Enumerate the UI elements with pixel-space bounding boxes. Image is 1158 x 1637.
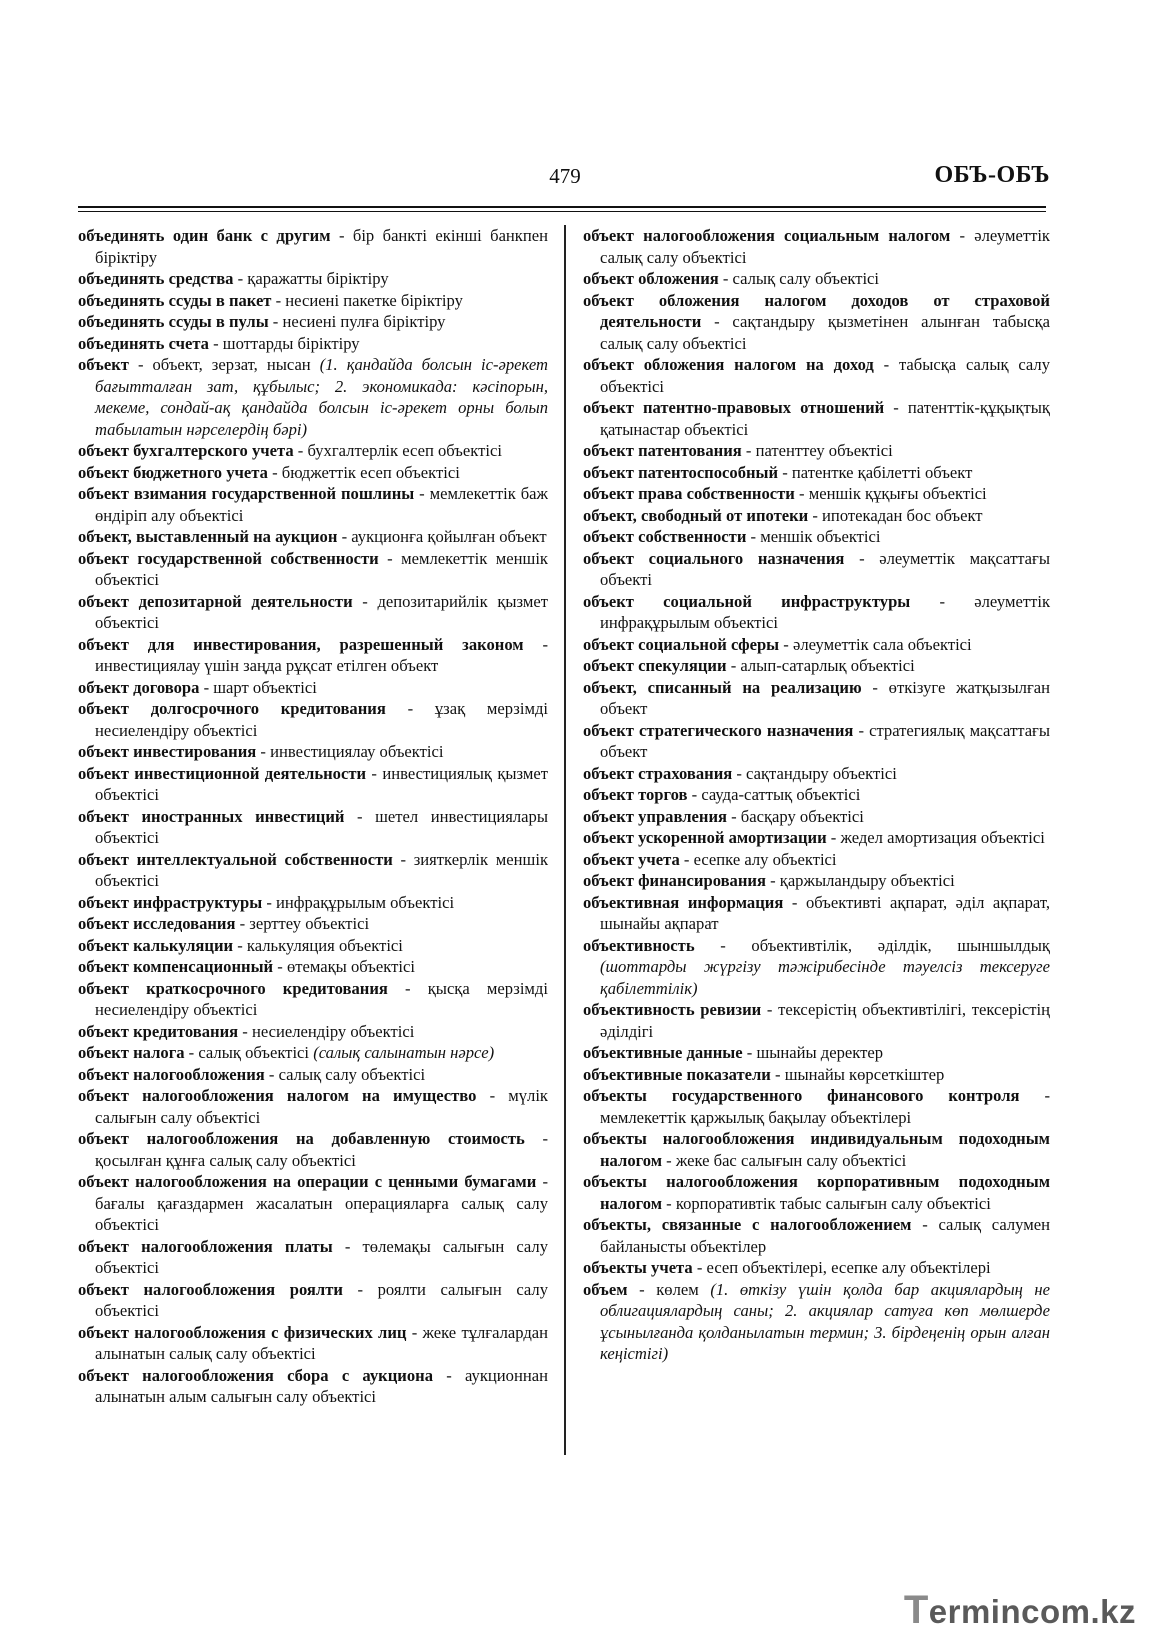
dictionary-entry <box>78 1021 548 1043</box>
entry-term: объект для инвестирования, разрешенный законом <box>78 634 524 654</box>
dictionary-entry <box>583 634 1050 656</box>
entry-term: объект договора <box>78 677 200 697</box>
entry-term: объект бухгалтерского учета <box>78 441 294 460</box>
entry-definition: - бюджеттік есеп объектісі <box>267 462 460 482</box>
site-watermark <box>904 1588 1136 1633</box>
entry-definition: - шоттарды біріктіру <box>208 333 360 353</box>
entry-definition: - корпоративтік табыс салығын салу объектісі <box>662 1193 991 1213</box>
entry-definition: - есеп объектілері, есепке алу объектілері <box>692 1258 991 1277</box>
dictionary-entry <box>78 483 548 526</box>
dictionary-entry <box>78 225 548 268</box>
entry-definition: - қаражатты біріктіру <box>233 269 389 288</box>
dictionary-entry <box>78 935 548 957</box>
dictionary-entry <box>78 1322 548 1365</box>
entry-definition: - меншік объектісі <box>746 527 881 546</box>
dictionary-entry <box>78 677 548 699</box>
dictionary-entry <box>583 1214 1050 1257</box>
dictionary-entry <box>78 1171 548 1236</box>
entry-term: объекты налогообложения индивидуальным подоходным налогом <box>583 1129 1050 1170</box>
entry-term: объект, выставленный на аукцион <box>78 527 338 546</box>
entry-definition: - бір банкті екінші банкпен біріктіру <box>95 226 548 267</box>
entry-definition: - сауда-саттық объектісі <box>687 785 861 804</box>
entry-definition: - аукционға қойылған объект <box>337 527 547 546</box>
entry-note: (1. өткізу үшін қолда бар акциялардың не облигациялардың саны; 2. акциялар сатуға көп мөлшерде ұсынылғанда қолданылатын термин; 3. бірдеңенің орын алған кеңістігі) <box>600 1279 1051 1363</box>
entry-definition: - ипотекадан бос объект <box>808 505 983 525</box>
left-column <box>78 225 548 1408</box>
dictionary-entry <box>78 892 548 914</box>
dictionary-entry <box>78 978 548 1021</box>
entry-definition: - жеке бас салығын салу объектісі <box>662 1150 907 1170</box>
entry-definition: - салық объектісі <box>184 1043 314 1062</box>
entry-term: объект права собственности <box>583 484 795 503</box>
entry-definition: - депозитарийлік қызмет объектісі <box>95 591 548 632</box>
entry-term: объект налогообложения на операции с ценными бумагами <box>78 1172 537 1191</box>
entry-term: объект налогообложения налогом на имущество <box>78 1086 477 1105</box>
entry-definition: - зияткерлік меншік объектісі <box>95 849 549 890</box>
entry-term: объект инвестирования <box>78 742 257 761</box>
entry-term: объект долгосрочного кредитования <box>78 699 386 718</box>
dictionary-entry <box>583 784 1050 806</box>
entry-definition: - бухгалтерлік есеп объектісі <box>293 441 502 460</box>
entry-term: объект государственной собственности <box>78 548 379 568</box>
entry-term: объект торгов <box>583 785 688 804</box>
dictionary-entry <box>78 548 548 591</box>
entry-definition: - несиені пулға біріктіру <box>268 312 446 331</box>
dictionary-entry <box>78 591 548 634</box>
entry-definition: - әлеуметтік инфрақұрылым объектісі <box>600 591 1051 632</box>
entry-definition: - салық салу объектісі <box>718 269 880 288</box>
dictionary-entry <box>78 1128 548 1171</box>
entry-term: объект патентования <box>583 441 742 460</box>
dictionary-entry <box>583 548 1050 591</box>
dictionary-entry <box>78 1042 548 1064</box>
dictionary-entry <box>78 1365 548 1408</box>
entry-term: объект налогообложения платы <box>78 1236 333 1256</box>
entry-term: объем <box>583 1279 628 1299</box>
dictionary-entry <box>78 763 548 806</box>
entry-definition: - өтемақы объектісі <box>273 957 415 976</box>
entry-term: объект краткосрочного кредитования <box>78 978 388 998</box>
dictionary-entry <box>78 741 548 763</box>
dictionary-entry <box>583 505 1050 527</box>
dictionary-entry <box>78 1279 548 1322</box>
entry-definition: - несиені пакетке біріктіру <box>271 290 463 310</box>
dictionary-entry <box>583 806 1050 828</box>
entry-term: объект налогообложения роялти <box>78 1279 343 1299</box>
dictionary-entry <box>583 849 1050 871</box>
entry-definition: - шынайы деректер <box>742 1043 884 1062</box>
entry-definition: - инвестициялау үшін заңда рұқсат етілген объект <box>95 634 548 675</box>
entry-definition: - төлемақы салығын салу объектісі <box>95 1236 548 1277</box>
entry-term: объект бюджетного учета <box>78 462 268 482</box>
entry-term: объект инфраструктуры <box>78 892 263 912</box>
header-rule <box>78 206 1046 208</box>
entry-term: объект <box>78 355 129 374</box>
entry-definition: - инфрақұрылым объектісі <box>262 892 455 912</box>
dictionary-entry <box>78 440 548 462</box>
running-head: ОБЪ-ОБЪ <box>934 162 1050 188</box>
dictionary-entry <box>78 268 548 290</box>
dictionary-entry <box>78 311 548 333</box>
entry-term: объект стратегического назначения <box>583 720 854 740</box>
entry-definition: - қысқа мерзімді несиелендіру объектісі <box>95 978 548 1019</box>
entry-term: объект налогообложения с физических лиц <box>78 1322 407 1342</box>
entry-definition: - инвестициялық қызмет объектісі <box>95 763 548 804</box>
dictionary-entry <box>78 1085 548 1128</box>
dictionary-entry <box>583 677 1050 720</box>
entry-definition: - алып-сатарлық объектісі <box>726 656 915 675</box>
entry-definition: - қаржыландыру объектісі <box>765 871 955 890</box>
entry-term: объект депозитарной деятельности <box>78 591 353 611</box>
entry-term: объект спекуляции <box>583 656 727 675</box>
entry-definition: - объективті ақпарат, әділ ақпарат, шынайы ақпарат <box>600 892 1050 933</box>
entry-term: объективная информация <box>583 892 784 912</box>
page-number: 479 <box>549 164 581 188</box>
entry-definition: - сақтандыру қызметінен алынған табысқа салық салу объектісі <box>600 312 1050 353</box>
dictionary-entry <box>583 1171 1050 1214</box>
entry-term: объект учета <box>583 849 680 869</box>
entry-definition: - жеке тұлғалардан алынатын салық салу объектісі <box>95 1322 549 1363</box>
entry-definition: - роялти салығын салу объектісі <box>95 1279 548 1320</box>
dictionary-entry <box>583 397 1050 440</box>
entry-term: объективные данные <box>583 1043 743 1062</box>
entry-term: объект налогообложения на добавленную стоимость <box>78 1129 525 1148</box>
dictionary-entry <box>78 526 548 548</box>
dictionary-entry <box>583 935 1050 1000</box>
entry-term: объект патентно-правовых отношений <box>583 398 885 417</box>
dictionary-entry <box>583 1257 1050 1279</box>
entry-definition: - ұзақ мерзімді несиелендіру объектісі <box>95 699 548 740</box>
dictionary-entry <box>78 806 548 849</box>
entry-definition: - бағалы қағаздармен жасалатын операцияларға салық салу объектісі <box>95 1172 548 1234</box>
entry-term: объект взимания государственной пошлины <box>78 484 415 503</box>
entry-term: объединять средства <box>78 269 234 288</box>
entry-definition: - басқару объектісі <box>726 806 864 826</box>
entry-definition: - стратегиялық мақсаттағы объект <box>600 720 1051 761</box>
entry-term: объекты, связанные с налогообложением <box>583 1215 912 1234</box>
entry-term: объект калькуляции <box>78 935 234 955</box>
entry-term: объект управления <box>583 806 727 826</box>
entry-definition: - сақтандыру объектісі <box>732 763 897 783</box>
entry-definition: - есепке алу объектісі <box>679 849 837 869</box>
entry-term: объекты учета <box>583 1258 693 1277</box>
entry-term: объект налогообложения <box>78 1064 265 1084</box>
entry-definition: - мемлекеттік меншік объектісі <box>95 548 548 589</box>
dictionary-entry <box>583 225 1050 268</box>
entry-term: объект компенсационный <box>78 957 274 976</box>
dictionary-entry <box>78 634 548 677</box>
entry-term: объективность ревизии <box>583 1000 762 1019</box>
dictionary-entry <box>583 892 1050 935</box>
entry-definition: - қосылған құнға салық салу объектісі <box>95 1129 548 1170</box>
dictionary-entry <box>583 1279 1050 1365</box>
entry-definition: - әлеуметтік салық салу объектісі <box>600 226 1050 267</box>
entry-definition: - шетел инвестициялары объектісі <box>95 806 548 847</box>
entry-term: объединять ссуды в пулы <box>78 312 269 331</box>
entry-definition: - табысқа салық салу объектісі <box>600 355 1050 396</box>
entry-term: объект социальной сферы <box>583 634 780 654</box>
dictionary-entry <box>583 720 1050 763</box>
entry-term: объекты государственного финансового контроля <box>583 1086 1020 1105</box>
entry-term: объект, свободный от ипотеки <box>583 505 809 525</box>
entry-note: (салық салынатын нәрсе) <box>313 1043 495 1062</box>
entry-term: объект интеллектуальной собственности <box>78 849 393 869</box>
entry-definition: - шынайы көрсеткіштер <box>770 1064 945 1084</box>
dictionary-entry <box>583 354 1050 397</box>
dictionary-entry <box>583 483 1050 505</box>
dictionary-entry <box>78 354 548 440</box>
watermark-text: ermincom.kz <box>928 1593 1136 1630</box>
entry-definition: - көлем <box>627 1279 711 1299</box>
entry-definition: - тексерістің объективтілігі, тексерістің әділдігі <box>600 1000 1050 1041</box>
dictionary-entry <box>583 655 1050 677</box>
entry-definition: - әлеуметтік сала объектісі <box>779 634 972 654</box>
entry-definition: - зерттеу объектісі <box>235 914 370 933</box>
entry-term: объект налогообложения сбора с аукциона <box>78 1365 434 1385</box>
dictionary-entry <box>583 526 1050 548</box>
entry-definition: - мемлекеттік қаржылық бақылау объектілері <box>600 1086 1050 1127</box>
entry-term: объекты налогообложения корпоративным подоходным налогом <box>583 1172 1050 1213</box>
entry-term: объект финансирования <box>583 871 766 890</box>
entry-term: объект ускоренной амортизации <box>583 828 827 847</box>
entry-term: объединять счета <box>78 333 209 353</box>
header-rule-thin <box>78 211 1046 212</box>
entry-term: объект собственности <box>583 527 747 546</box>
entry-term: объект иностранных инвестиций <box>78 806 345 826</box>
entry-term: объект инвестиционной деятельности <box>78 763 367 783</box>
dictionary-entry <box>583 1042 1050 1064</box>
dictionary-entry <box>78 462 548 484</box>
dictionary-entry <box>583 591 1050 634</box>
dictionary-entry <box>78 956 548 978</box>
entry-term: объединять ссуды в пакет <box>78 290 272 310</box>
entry-term: объект обложения налогом на доход <box>583 355 874 374</box>
entry-definition: - шарт объектісі <box>199 677 317 697</box>
entry-definition: - калькуляция объектісі <box>233 935 403 955</box>
entry-term: объект страхования <box>583 763 733 783</box>
entry-definition: - өткізуге жатқызылған объект <box>600 677 1050 718</box>
entry-definition: - салық салумен байланысты объектілер <box>600 1215 1050 1256</box>
entry-definition: - аукционнан алынатын алым салығын салу объектісі <box>95 1365 548 1406</box>
entry-term: объект социальной инфраструктуры <box>583 591 911 611</box>
dictionary-entry <box>583 999 1050 1042</box>
entry-term: объединять один банк с другим <box>78 226 331 245</box>
dictionary-entry <box>78 1236 548 1279</box>
entry-term: объект патентоспособный <box>583 462 779 482</box>
dictionary-entry <box>78 698 548 741</box>
entry-definition: - әлеуметтік мақсаттағы объекті <box>600 548 1050 589</box>
dictionary-entry <box>583 1064 1050 1086</box>
column-divider <box>564 225 566 1455</box>
entry-definition: - несиелендіру объектісі <box>238 1021 415 1041</box>
dictionary-entry <box>583 462 1050 484</box>
entry-definition: - патентке қабілетті объект <box>778 462 973 482</box>
entry-definition: - жедел амортизация объектісі <box>826 828 1045 847</box>
entry-term: объект исследования <box>78 914 236 933</box>
entry-definition: - меншік құқығы объектісі <box>794 484 987 503</box>
entry-definition: - салық салу объектісі <box>264 1064 426 1084</box>
dictionary-entry <box>583 440 1050 462</box>
dictionary-entry <box>583 763 1050 785</box>
entry-term: объект, списанный на реализацию <box>583 677 862 697</box>
dictionary-entry <box>583 870 1050 892</box>
dictionary-entry <box>583 290 1050 355</box>
watermark-initial: T <box>903 1588 929 1632</box>
dictionary-entry <box>78 1064 548 1086</box>
dictionary-entry <box>583 1085 1050 1128</box>
dictionary-entry <box>78 849 548 892</box>
dictionary-entry <box>583 268 1050 290</box>
dictionary-entry <box>583 1128 1050 1171</box>
entry-term: объект обложения <box>583 269 719 288</box>
entry-definition: - объект, зерзат, нысан <box>128 355 320 374</box>
entry-definition: - патенттік-құқықтық қатынастар объектісі <box>600 398 1050 439</box>
entry-definition: - инвестициялау объектісі <box>256 742 444 761</box>
entry-term: объект налога <box>78 1043 185 1062</box>
entry-definition: - мүлік салығын салу объектісі <box>95 1086 548 1127</box>
right-column <box>583 225 1050 1365</box>
entry-term: объективность <box>583 935 695 955</box>
entry-definition: - мемлекеттік баж өндіріп алу объектісі <box>95 484 549 525</box>
dictionary-entry <box>583 827 1050 849</box>
entry-definition: - объективтілік, әділдік, шыншылдық <box>694 935 1050 955</box>
entry-note: (шоттарды жүргізу тәжірибесінде тәуелсіз тексеруге қабілеттілік) <box>600 957 1050 998</box>
entry-term: объект кредитования <box>78 1021 239 1041</box>
entry-term: объект налогообложения социальным налогом <box>583 226 951 245</box>
entry-term: объект обложения налогом доходов от страховой деятельности <box>583 290 1050 331</box>
entry-term: объективные показатели <box>583 1064 771 1084</box>
dictionary-entry <box>78 913 548 935</box>
entry-definition: - патенттеу объектісі <box>741 441 893 460</box>
dictionary-entry <box>78 290 548 312</box>
entry-note: (1. қандайда болсын іс-әрекет бағытталған зат, құбылыс; 2. экономикада: кәсіпорын, мекеме, сондай-ақ қандайда болсын іс-әрекет орны болып табылатын нәрселердің бәрі) <box>95 355 548 439</box>
entry-term: объект социального назначения <box>583 548 845 568</box>
dictionary-entry <box>78 333 548 355</box>
